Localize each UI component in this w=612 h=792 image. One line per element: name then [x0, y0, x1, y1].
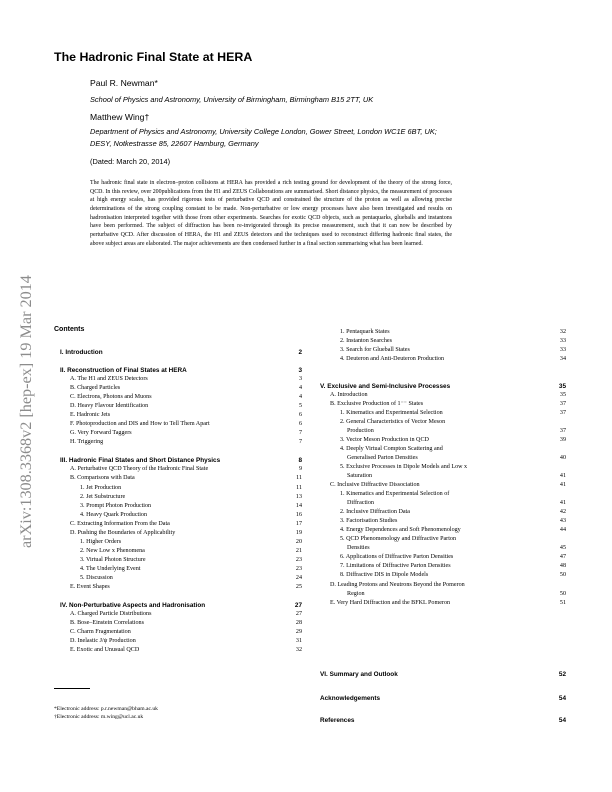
toc-entry-label: A. Perturbative QCD Theory of the Hadronic Final State [70, 466, 209, 472]
toc-entry-label: 7. Limitations of Diffractive Parton Densities [340, 563, 451, 569]
toc-entry[interactable] [70, 412, 302, 420]
affiliation-2: Department of Physics and Astronomy, University College London, Gower Street, London WC1E 6BT, UK; [90, 127, 437, 136]
toc-entry-label: 1. Pentaquark States [340, 329, 390, 335]
toc-entry-label: 4. Deuteron and Anti-Deuteron Production [340, 356, 445, 362]
toc-entry-label: 3. Search for Glueball States [340, 347, 410, 353]
toc-entry-page: 24 [295, 575, 302, 581]
toc-entry-label: 4. The Underlying Event [80, 566, 141, 572]
toc-entry-page: 31 [295, 638, 302, 644]
toc-entry-page: 23 [295, 566, 302, 572]
toc-entry-label: A. The H1 and ZEUS Detectors [70, 376, 148, 382]
toc-entry-page: 19 [295, 530, 302, 536]
toc-entry-label: 2. Inclusive Diffraction Data [340, 509, 410, 515]
toc-entry-label: 4. Energy Dependences and Soft Phenomenology [340, 527, 461, 533]
toc-entry-label: 1. Kinematics and Experimental Selection [340, 410, 443, 416]
toc-entry[interactable] [330, 392, 566, 400]
toc-entry[interactable] [80, 575, 302, 583]
toc-entry[interactable] [70, 629, 302, 637]
toc-entry-page: 48 [559, 563, 566, 569]
toc-entry[interactable] [340, 356, 566, 364]
toc-entry[interactable] [347, 473, 566, 481]
toc-entry-label: D. Pushing the Boundaries of Applicability [70, 530, 176, 536]
toc-entry-label: A. Introduction [330, 392, 368, 398]
toc-entry[interactable] [70, 376, 302, 384]
toc-entry-page: 45 [559, 545, 566, 551]
toc-entry-label: Saturation [347, 473, 373, 479]
toc-entry-page: 37 [559, 401, 566, 407]
toc-entry[interactable] [347, 545, 566, 553]
toc-entry-label: 3. Virtual Photon Structure [80, 557, 146, 563]
toc-entry-label: 2. Jet Substructure [80, 494, 126, 500]
toc-entry[interactable] [70, 611, 302, 619]
toc-entry-label: Diffraction [347, 500, 374, 506]
toc-entry[interactable] [347, 591, 566, 599]
toc-entry-page: 39 [559, 437, 566, 443]
toc-entry[interactable] [80, 485, 302, 493]
toc-entry[interactable] [320, 383, 566, 391]
toc-entry-page: 37 [559, 410, 566, 416]
toc-entry-page: 32 [295, 647, 302, 653]
contents-heading: Contents [54, 326, 85, 333]
toc-entry-label: E. Exotic and Unusual QCD [70, 647, 140, 653]
toc-entry[interactable] [60, 349, 302, 357]
toc-entry[interactable] [60, 602, 302, 610]
toc-entry[interactable] [70, 394, 302, 402]
toc-entry-label: C. Charm Fragmentation [70, 629, 131, 635]
toc-entry-page: 40 [559, 455, 566, 461]
toc-entry-label: E. Hadronic Jets [70, 412, 111, 418]
toc-entry-page: 34 [559, 356, 566, 362]
toc-entry[interactable] [80, 566, 302, 574]
toc-entry-label: 2. General Characteristics of Vector Meson [340, 419, 446, 425]
toc-entry-page: 33 [559, 338, 566, 344]
toc-entry-label: 4. Deeply Virtual Compton Scattering and [340, 446, 443, 452]
toc-entry[interactable] [80, 512, 302, 520]
toc-entry[interactable] [340, 491, 566, 499]
toc-entry[interactable] [347, 428, 566, 436]
toc-entry-label: 4. Heavy Quark Production [80, 512, 148, 518]
toc-entry-label: II. Reconstruction of Final States at HERA [60, 367, 187, 374]
toc-entry-label: Acknowledgements [320, 695, 381, 702]
author-2: Matthew Wing† [90, 112, 150, 122]
toc-entry-page: 4 [298, 385, 302, 391]
toc-entry-page: 35 [558, 383, 566, 390]
toc-entry-label: B. Comparisons with Data [70, 475, 135, 481]
toc-entry-page: 42 [559, 509, 566, 515]
toc-entry-label: C. Inclusive Diffractive Dissociation [330, 482, 420, 488]
toc-entry-page: 50 [559, 572, 566, 578]
toc-entry-page: 23 [295, 557, 302, 563]
footnote-1: *Electronic address: p.r.newman@bham.ac.uk [54, 706, 158, 712]
toc-entry-label: H. Triggering [70, 439, 104, 445]
toc-entry-page: 8 [298, 457, 302, 464]
toc-entry-label: III. Hadronic Final States and Short Distance Physics [60, 457, 221, 464]
toc-entry-label: 1. Jet Production [80, 485, 122, 491]
toc-entry-label: D. Inelastic J/ψ Production [70, 638, 136, 644]
toc-entry-label: Production [347, 428, 374, 434]
toc-entry[interactable] [80, 557, 302, 565]
toc-entry-label: 1. Higher Orders [80, 539, 122, 545]
toc-entry-page: 14 [295, 503, 302, 509]
toc-right-column [320, 326, 566, 726]
toc-entry[interactable] [70, 638, 302, 646]
toc-entry-page: 3 [298, 376, 302, 382]
toc-entry[interactable] [80, 548, 302, 556]
toc-entry-label: 2. Instanton Searches [340, 338, 392, 344]
toc-entry-page: 32 [559, 329, 566, 335]
toc-entry[interactable] [320, 671, 566, 679]
toc-entry[interactable] [340, 446, 566, 454]
toc-entry[interactable] [80, 539, 302, 547]
toc-entry-page: 47 [559, 554, 566, 560]
toc-entry-page: 6 [298, 421, 302, 427]
toc-entry-page: 41 [559, 500, 566, 506]
toc-entry-page: 29 [295, 629, 302, 635]
toc-entry-label: F. Photoproduction and DIS and How to Tell Them Apart [70, 421, 210, 427]
toc-entry[interactable] [70, 620, 302, 628]
toc-entry[interactable] [340, 572, 566, 580]
toc-entry-page: 11 [296, 485, 302, 491]
toc-entry[interactable] [70, 466, 302, 474]
toc-entry[interactable] [70, 403, 302, 411]
toc-entry[interactable] [70, 647, 302, 655]
toc-entry-page: 52 [558, 671, 566, 678]
toc-entry-label: 3. Prompt Photon Production [80, 503, 152, 509]
toc-entry-label: 3. Factorisation Studies [340, 518, 398, 524]
toc-entry-label: Region [347, 591, 365, 597]
toc-entry-page: 37 [559, 428, 566, 434]
svg-text:arXiv:1308.3368v2 [hep-ex] 1: arXiv:1308.3368v2 [hep-ex] 19 Mar 2014 [17, 275, 35, 548]
toc-entry-label: 5. Exclusive Processes in Dipole Models and Low x [340, 464, 468, 470]
toc-entry-label: 2. New Low x Phenomena [80, 548, 145, 554]
toc-entry[interactable] [70, 430, 302, 438]
toc-entry-page: 17 [295, 521, 302, 527]
toc-entry[interactable] [340, 527, 566, 535]
toc-entry-page: 7 [298, 439, 302, 445]
toc-entry[interactable] [340, 419, 566, 427]
toc-entry[interactable] [340, 347, 566, 355]
toc-entry-page: 13 [295, 494, 302, 500]
toc-entry-label: 3. Vector Meson Production in QCD [340, 437, 429, 443]
toc-entry-page: 33 [559, 347, 566, 353]
toc-entry-page: 5 [298, 403, 302, 409]
toc-entry[interactable] [347, 455, 566, 463]
toc-entry-page: 16 [295, 512, 302, 518]
paper-title: The Hadronic Final State at HERA [54, 50, 253, 64]
toc-entry-page: 43 [559, 518, 566, 524]
toc-entry-label: Densities [347, 545, 370, 551]
toc-entry-label: B. Charged Particles [70, 385, 121, 391]
toc-entry[interactable] [70, 385, 302, 393]
toc-entry-page: 35 [559, 392, 566, 398]
toc-entry[interactable] [340, 563, 566, 571]
toc-entry[interactable] [340, 329, 566, 337]
toc-entry-page: 27 [295, 611, 302, 617]
toc-entry-label: References [320, 717, 355, 724]
toc-left-column [60, 346, 302, 676]
toc-entry[interactable] [80, 494, 302, 502]
toc-entry-label: E. Very Hard Diffraction and the BFKL Pomeron [330, 600, 451, 606]
toc-entry[interactable] [340, 338, 566, 346]
toc-entry-label: C. Extracting Information From the Data [70, 521, 170, 527]
toc-entry[interactable] [340, 437, 566, 445]
toc-entry-page: 54 [558, 695, 566, 702]
toc-entry[interactable] [80, 503, 302, 511]
author-1: Paul R. Newman* [90, 78, 158, 88]
footnote-rule [54, 688, 90, 689]
paper-date: (Dated: March 20, 2014) [90, 157, 171, 166]
toc-entry-page: 51 [559, 600, 566, 606]
affiliation-1: School of Physics and Astronomy, University of Birmingham, Birmingham B15 2TT, UK [90, 95, 374, 104]
toc-entry[interactable] [330, 482, 566, 490]
toc-entry-page: 20 [295, 539, 302, 545]
toc-entry-page: 2 [298, 349, 302, 356]
toc-entry-page: 11 [296, 475, 302, 481]
toc-entry-label: 5. Discussion [80, 575, 113, 581]
toc-entry[interactable] [340, 464, 566, 472]
toc-entry-page: 25 [295, 584, 302, 590]
toc-entry-label: G. Very Forward Taggers [70, 430, 132, 436]
toc-entry[interactable] [70, 439, 302, 447]
toc-entry-label: B. Bose–Einstein Correlations [70, 620, 144, 626]
toc-entry-page: 41 [559, 473, 566, 479]
toc-entry-label: B. Exclusive Production of 1⁻⁻ States [330, 401, 424, 407]
toc-entry-page: 41 [559, 482, 566, 488]
toc-entry-page: 7 [298, 430, 302, 436]
toc-entry-label: C. Electrons, Photons and Muons [70, 394, 152, 400]
toc-entry-label: 5. QCD Phenomenology and Diffractive Parton [340, 536, 456, 542]
toc-entry[interactable] [340, 536, 566, 544]
toc-entry[interactable] [330, 600, 566, 608]
toc-entry-label: D. Heavy Flavour Identification [70, 403, 149, 409]
toc-entry[interactable] [70, 530, 302, 538]
toc-entry-page: 44 [559, 527, 566, 533]
toc-entry-label: V. Exclusive and Semi-Inclusive Processes [320, 383, 451, 390]
abstract: The hadronic final state in electron–proton collisions at HERA has provided a rich testing ground for development of the theory of the strong force, QCD. In this review, over 200publications from the H1 and ZEUS Collaborations are summarised. Short distance physics, the measurement of processes at high energy scales, has provided rigorous tests of perturbative QCD and constrained the structure of the proton as well as allowing precise determinations of the strong coupling constant to be made. Non-perturbative or low energy processes have also been investigated and results on hadronisation interpreted together with those from other experiments. Searches for exotic QCD objects, such as pentaquarks, glueballs and instantons have been performed. The subject of diffraction has been re-invigorated through its precise measurement, such that it can now be described by perturbative QCD. After discussion of HERA, the H1 and ZEUS detectors and the techniques used to reconstruct differing hadronic final states, the above subject areas are elaborated. The major achievements are then condensed further in a final section summarising what has been learned. [90, 180, 452, 247]
toc-entry[interactable] [320, 717, 566, 725]
toc-entry[interactable] [330, 401, 566, 409]
toc-entry-page: 6 [298, 412, 302, 418]
toc-entry[interactable] [70, 475, 302, 483]
toc-entry-label: D. Leading Protons and Neutrons Beyond the Pomeron [330, 582, 465, 588]
toc-entry-page: 4 [298, 394, 302, 400]
toc-entry-label: 8. Diffractive DIS in Dipole Models [340, 572, 429, 578]
toc-entry-label: A. Charged Particle Distributions [70, 611, 152, 617]
toc-entry[interactable] [70, 521, 302, 529]
toc-entry-page: 50 [559, 591, 566, 597]
toc-entry-label: IV. Non-Perturbative Aspects and Hadronisation [60, 602, 206, 609]
toc-entry[interactable] [60, 457, 302, 465]
affiliation-2b: DESY, Notkestrasse 85, 22607 Hamburg, Germany [90, 139, 259, 148]
toc-entry-page: 28 [295, 620, 302, 626]
arxiv-stamp [12, 190, 38, 550]
toc-entry[interactable] [320, 695, 566, 703]
toc-entry-label: 6. Applications of Diffractive Parton Densities [340, 554, 454, 560]
toc-entry[interactable] [340, 410, 566, 418]
toc-entry[interactable] [347, 500, 566, 508]
toc-entry-label: I. Introduction [60, 349, 103, 356]
toc-entry[interactable] [340, 518, 566, 526]
toc-entry-page: 54 [558, 717, 566, 724]
toc-entry-label: 1. Kinematics and Experimental Selection of [340, 491, 450, 497]
toc-entry[interactable] [340, 554, 566, 562]
toc-entry[interactable] [70, 421, 302, 429]
toc-entry[interactable] [330, 582, 566, 590]
toc-entry-label: E. Event Shapes [70, 584, 110, 590]
toc-entry-page: 21 [295, 548, 302, 554]
toc-entry-page: 27 [294, 602, 302, 609]
toc-entry[interactable] [70, 584, 302, 592]
toc-entry-page: 3 [298, 367, 302, 374]
toc-entry[interactable] [340, 509, 566, 517]
toc-entry-label: VI. Summary and Outlook [320, 671, 398, 678]
toc-entry[interactable] [60, 367, 302, 375]
toc-entry-label: Generalised Parton Densities [347, 455, 418, 461]
toc-entry-page: 9 [298, 466, 302, 472]
footnote-2: †Electronic address: m.wing@ucl.ac.uk [54, 714, 144, 720]
